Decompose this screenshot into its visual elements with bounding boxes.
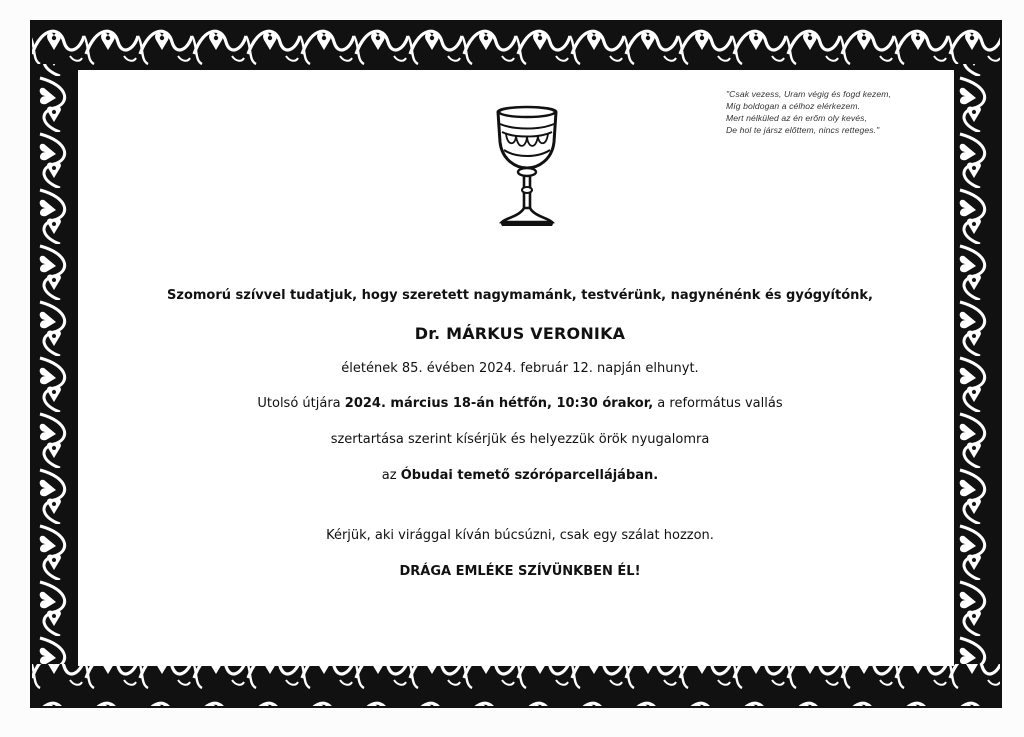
burial-place: Óbudai temető szóróparcellájában. [400, 468, 659, 483]
intro-text: Szomorú szívvel tudatjuk, hogy szeretett nagymamánk, testvérünk, nagynénénk és gyógyítónk, [167, 288, 873, 303]
closing-line: DRÁGA EMLÉKE SZÍVÜNKBEN ÉL! [399, 564, 641, 579]
funeral-line [120, 396, 920, 411]
quote-line: De hol te jársz előttem, nincs retteges." [726, 125, 880, 135]
poem-quote [726, 88, 966, 136]
quote-line: Mert nélküled az én erőm oly kevés, [726, 113, 868, 123]
funeral-date: 2024. március 18-án hétfőn, 10:30 órakor, [344, 396, 654, 411]
deceased-name: Dr. MÁRKUS VERONIKA [414, 324, 626, 343]
funeral-prefix: Utolsó útjára [257, 396, 345, 411]
funeral-suffix: a református vallás [653, 396, 783, 411]
place-line [120, 468, 920, 483]
ceremony-line: szertartása szerint kísérjük és helyezzük örök nyugalomra [330, 432, 710, 447]
flowers-request: Kérjük, aki virággal kíván búcsúzni, csak egy szálat hozzon. [326, 528, 714, 543]
place-prefix: az [381, 468, 401, 483]
quote-line: Míg boldogan a célhoz elérkezem. [726, 101, 861, 111]
death-date-line: életének 85. évében 2024. február 12. napján elhunyt. [341, 361, 699, 376]
chalice-icon [494, 104, 560, 230]
quote-line: "Csak vezess, Uram végig és fogd kezem, [726, 89, 892, 99]
